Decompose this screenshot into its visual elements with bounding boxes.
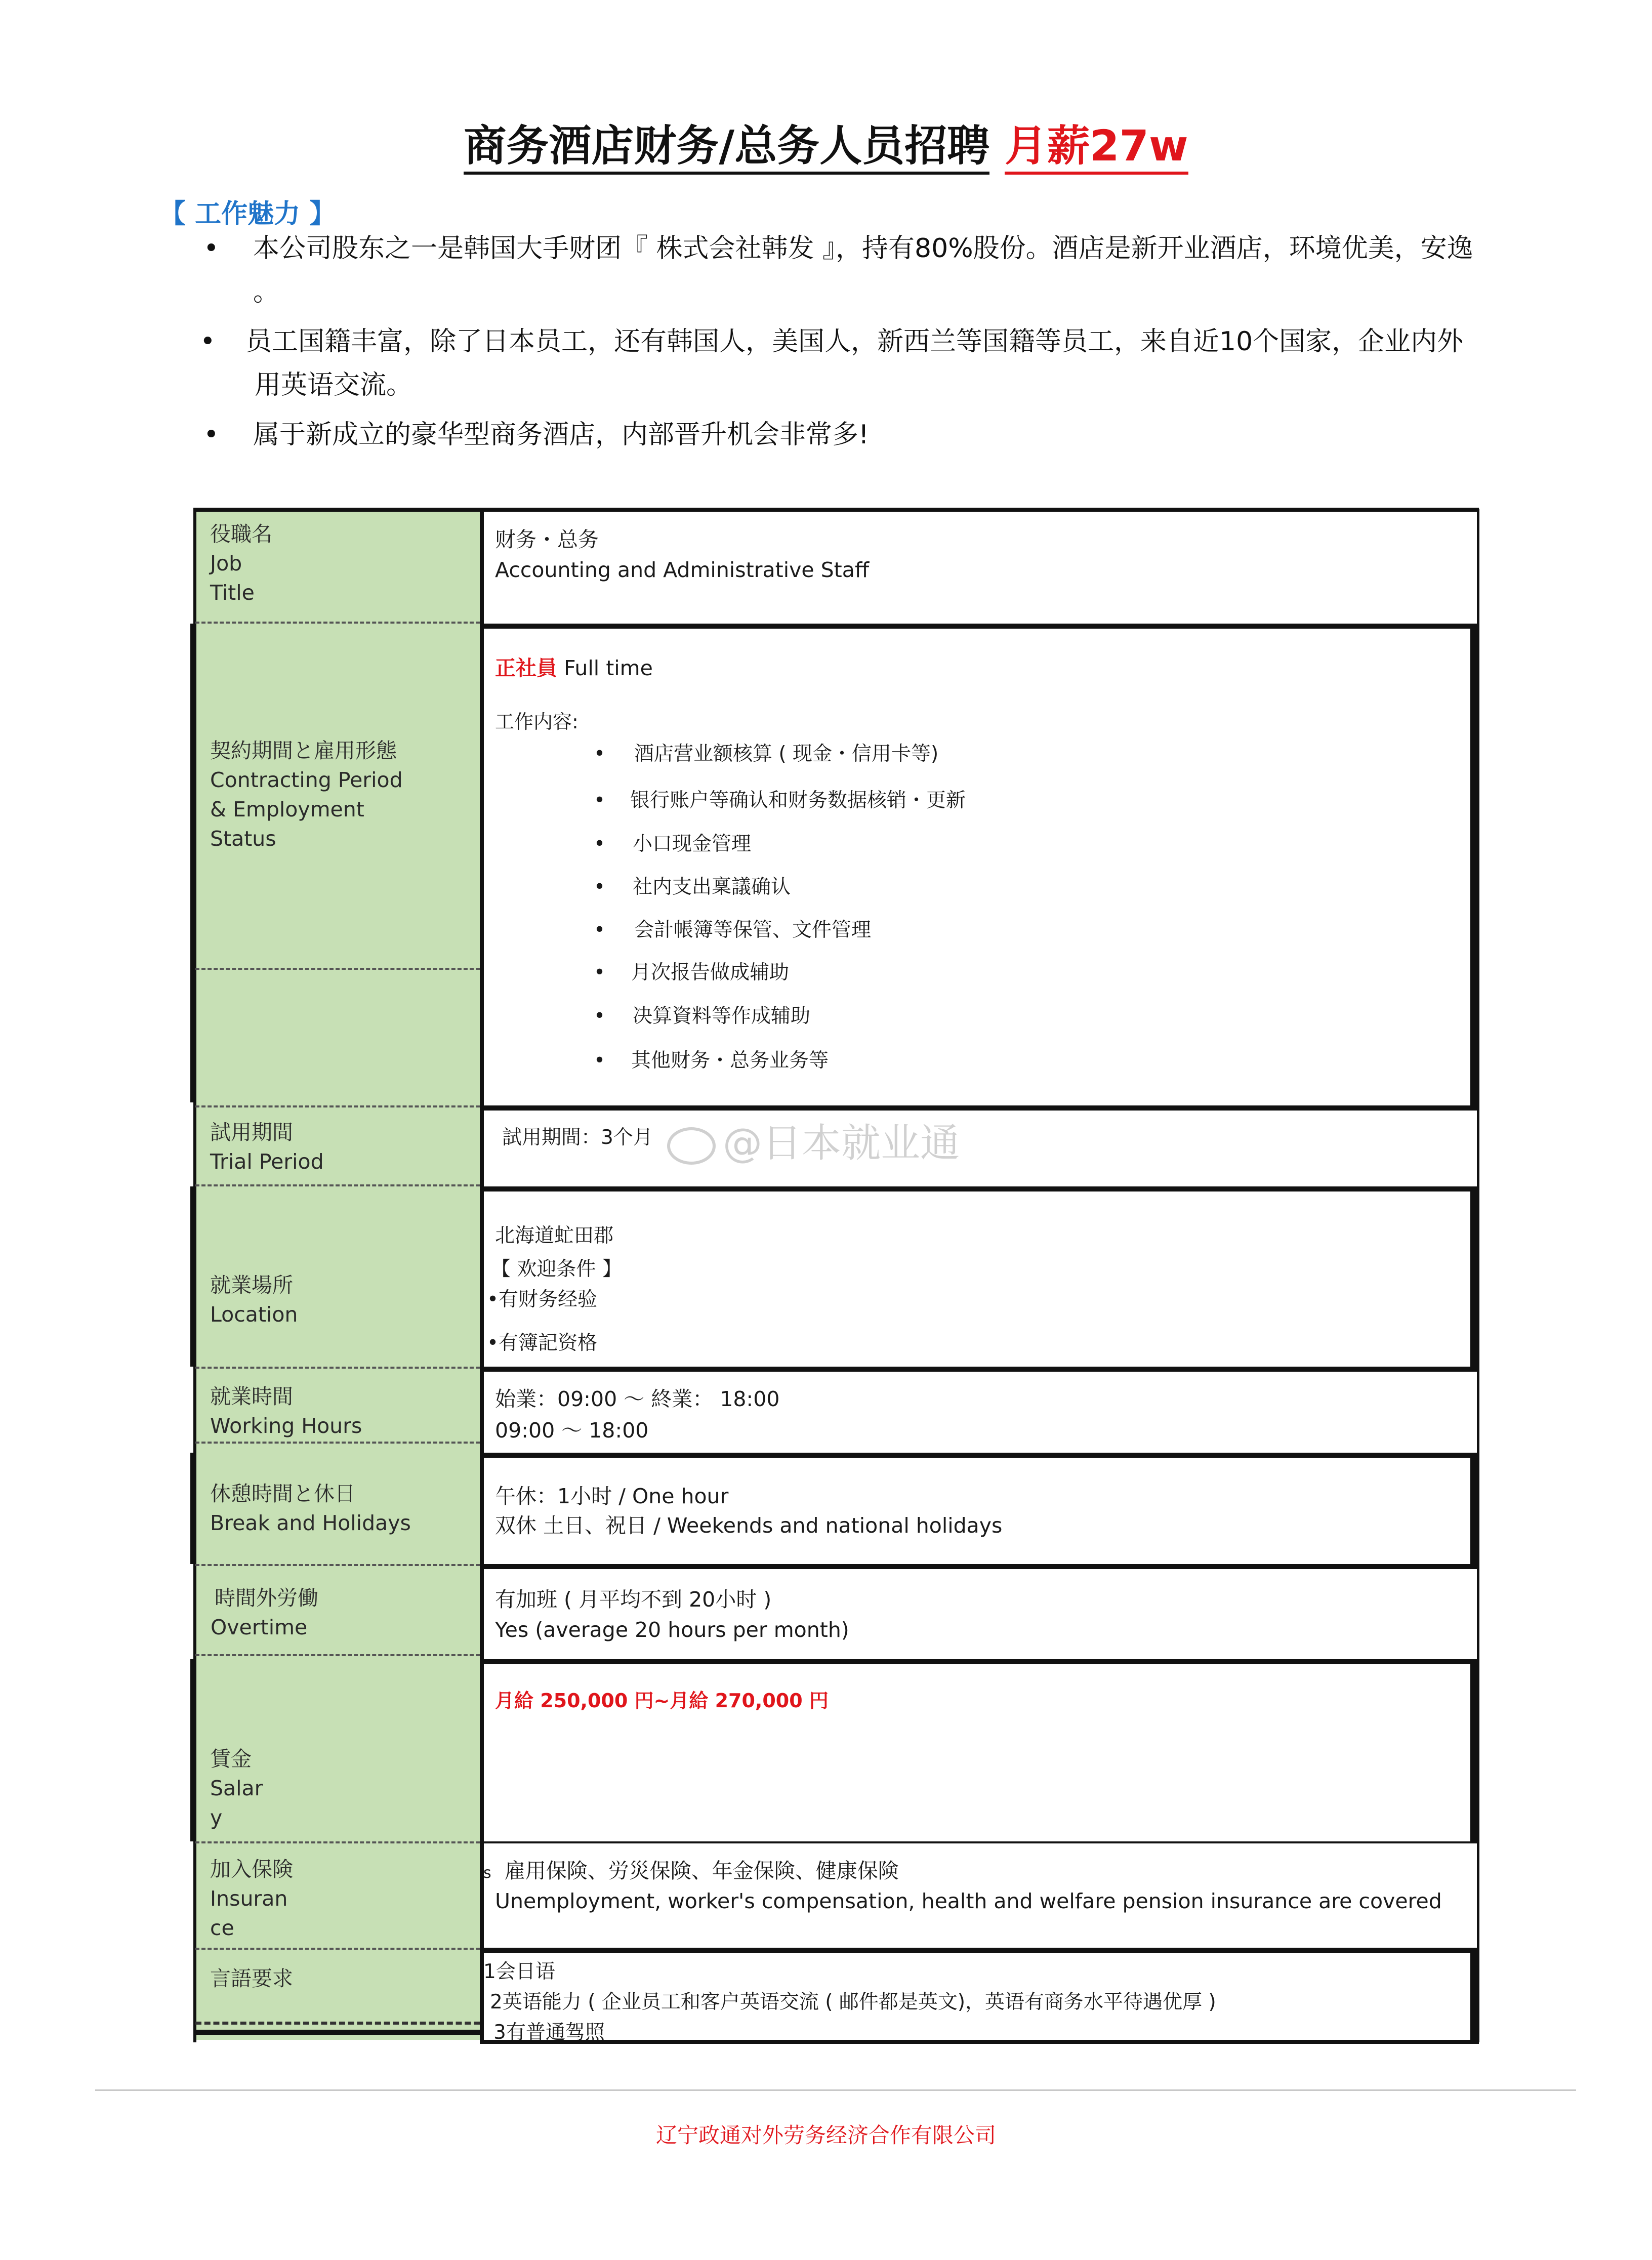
label-holidays: 休憩時間と休日 Break and Holidays [210,1482,411,1535]
value-job-title-en: Accounting and Administrative Staff [495,558,870,582]
label-location: 就業場所 Location [210,1273,298,1327]
section-heading: 【 工作魅力 】 [159,199,336,229]
label-hours: 就業時間 Working Hours [210,1384,362,1438]
value-hours-2: 09:00 ～ 18:00 [495,1418,649,1443]
value-overtime-jp: 有加班 ( 月平均不到 20小时 ) [495,1587,772,1612]
value-welcome-2: •有簿記资格 [487,1332,598,1354]
value-language-1: 1会日语 [483,1960,555,1983]
title-main: 商务酒店财务/总务人员招聘 [464,121,989,175]
value-job-title-jp: 财务・总务 [495,527,599,552]
value-salary: 月給 250,000 円~月給 270,000 円 [495,1690,829,1712]
value-break: 午休：1小时 / One hour [495,1484,729,1508]
intro-bullet-3 [205,413,1511,457]
bullet-dot: • [203,420,219,450]
footer-divider [95,2089,1576,2091]
value-insurance-en: Unemployment, worker's compensation, health and welfare pension insurance are covered [495,1889,1442,1913]
page-title [0,120,1652,171]
value-holidays: 双休 土日、祝日 / Weekends and national holidays [495,1513,1003,1538]
bullet-dot: • [200,326,216,357]
label-overtime: 時間外労働 Overtime [211,1586,318,1639]
label-contract: 契約期間と雇用形態 Contracting Period & Employment Status [210,738,403,851]
value-welcome-heading: 【 欢迎条件 】 [491,1258,622,1281]
value-location: 北海道虻田郡 [495,1224,614,1247]
value-welcome-1: •有财务经验 [487,1288,598,1311]
label-insurance: 加入保険 Insuran ce [210,1857,293,1940]
intro-text: 属于新成立的豪华型商务酒店，内部晋升机会非常多! [253,420,869,450]
watermark: @日本就业通 [667,1112,960,1168]
intro-bullet-1 [205,227,1511,314]
intro-text: 员工国籍丰富，除了日本员工，还有韩国人，美国人，新西兰等国籍等员工，来自近10个国家，企业内外 用英语交流。 [245,326,1464,400]
footer-company: 辽宁政通对外劳务经济合作有限公司 [655,2123,996,2148]
value-employment-type: 正社員 Full time [495,656,653,680]
bullet-dot: • [203,233,219,264]
value-insurance-jp: s 雇用保険、労災保険、年金保険、健康保険 [483,1859,899,1883]
label-language: 言語要求 [210,1966,293,1991]
value-language-3: 3有普通驾照 [493,2021,605,2044]
value-trial: 試用期間：3个月 [502,1126,653,1149]
intro-text: 本公司股东之一是韩国大手财团『 株式会社韩发 』，持有80%股份。酒店是新开业酒店，环境优美，安逸 。 [253,233,1473,307]
title-salary: 月薪27w [1005,121,1188,175]
weibo-icon [667,1127,716,1165]
label-trial: 試用期間 Trial Period [210,1120,324,1174]
value-hours-1: 始業：09:00 ～ 終業： 18:00 [495,1387,780,1411]
label-job-title: 役職名 Job Title [210,522,272,605]
value-duties-heading: 工作内容: [495,711,579,733]
value-overtime-en: Yes (average 20 hours per month) [495,1618,849,1642]
intro-bullet-2 [200,320,1511,407]
value-language-2: 2英语能力 ( 企业员工和客户英语交流 ( 邮件都是英文)，英语有商务水平待遇优厚 ) [490,1991,1216,2014]
label-salary: 賃金 Salar y [210,1747,263,1830]
